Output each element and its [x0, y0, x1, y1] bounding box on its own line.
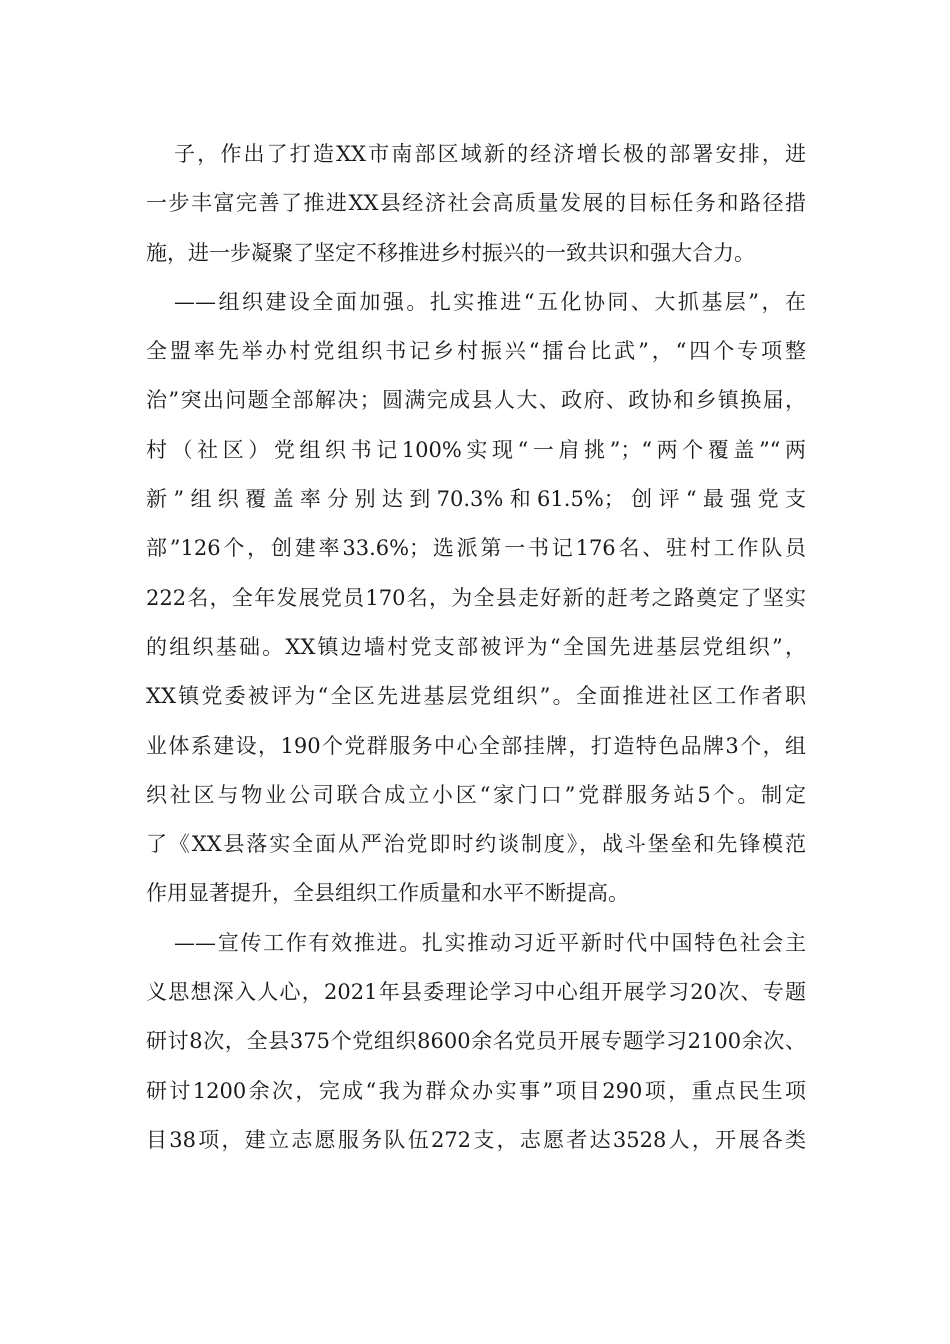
- text-line: ——组织建设全面加强。扎实推进“五化协同、大抓基层”，在: [174, 289, 806, 314]
- text-line: 子，作出了打造XX市南部区域新的经济增长极的部署安排，进: [174, 142, 806, 166]
- text-line: 的组织基础。XX镇边墙村党支部被评为“全国先进基层党组织”，: [146, 634, 806, 659]
- text-line: 织社区与物业公司联合成立小区“家门口”党群服务站5个。制定: [146, 782, 806, 807]
- text-line: 目38项，建立志愿服务队伍272支，志愿者达3528人，开展各类: [146, 1127, 806, 1152]
- text-line: 村（社区）党组织书记100%实现“一肩挑”；“两个覆盖”“两: [146, 437, 806, 462]
- text-line: 业体系建设，190个党群服务中心全部挂牌，打造特色品牌3个，组: [146, 733, 806, 758]
- text-line: 一步丰富完善了推进XX县经济社会高质量发展的目标任务和路径措: [146, 191, 806, 216]
- text-line: ——宣传工作有效推进。扎实推动习近平新时代中国特色社会主: [174, 930, 806, 955]
- text-line: 部”126个，创建率33.6%；选派第一书记176名、驻村工作队员: [146, 536, 806, 561]
- text-line: 222名，全年发展党员170名，为全县走好新的赶考之路奠定了坚实: [146, 585, 806, 610]
- text-line: XX镇党委被评为“全区先进基层党组织”。全面推进社区工作者职: [146, 684, 806, 709]
- text-line: 全盟率先举办村党组织书记乡村振兴“擂台比武”，“四个专项整: [146, 339, 806, 364]
- text-line: 新”组织覆盖率分别达到70.3%和61.5%；创评“最强党支: [146, 487, 806, 512]
- body-text: [146, 130, 806, 1165]
- text-line: 施，进一步凝聚了坚定不移推进乡村振兴的一致共识和强大合力。: [146, 240, 755, 265]
- text-line: 义思想深入人心，2021年县委理论学习中心组开展学习20次、专题: [146, 980, 806, 1005]
- text-line: 了《XX县落实全面从严治党即时约谈制度》，战斗堡垒和先锋模范: [146, 832, 806, 857]
- text-line: 研讨1200余次，完成“我为群众办实事”项目290项，重点民生项: [146, 1078, 806, 1103]
- text-line: 研讨8次，全县375个党组织8600余名党员开展专题学习2100余次、: [146, 1029, 806, 1054]
- text-line: 治”突出问题全部解决；圆满完成县人大、政府、政协和乡镇换届，: [146, 388, 806, 413]
- text-line: 作用显著提升，全县组织工作质量和水平不断提高。: [146, 881, 629, 906]
